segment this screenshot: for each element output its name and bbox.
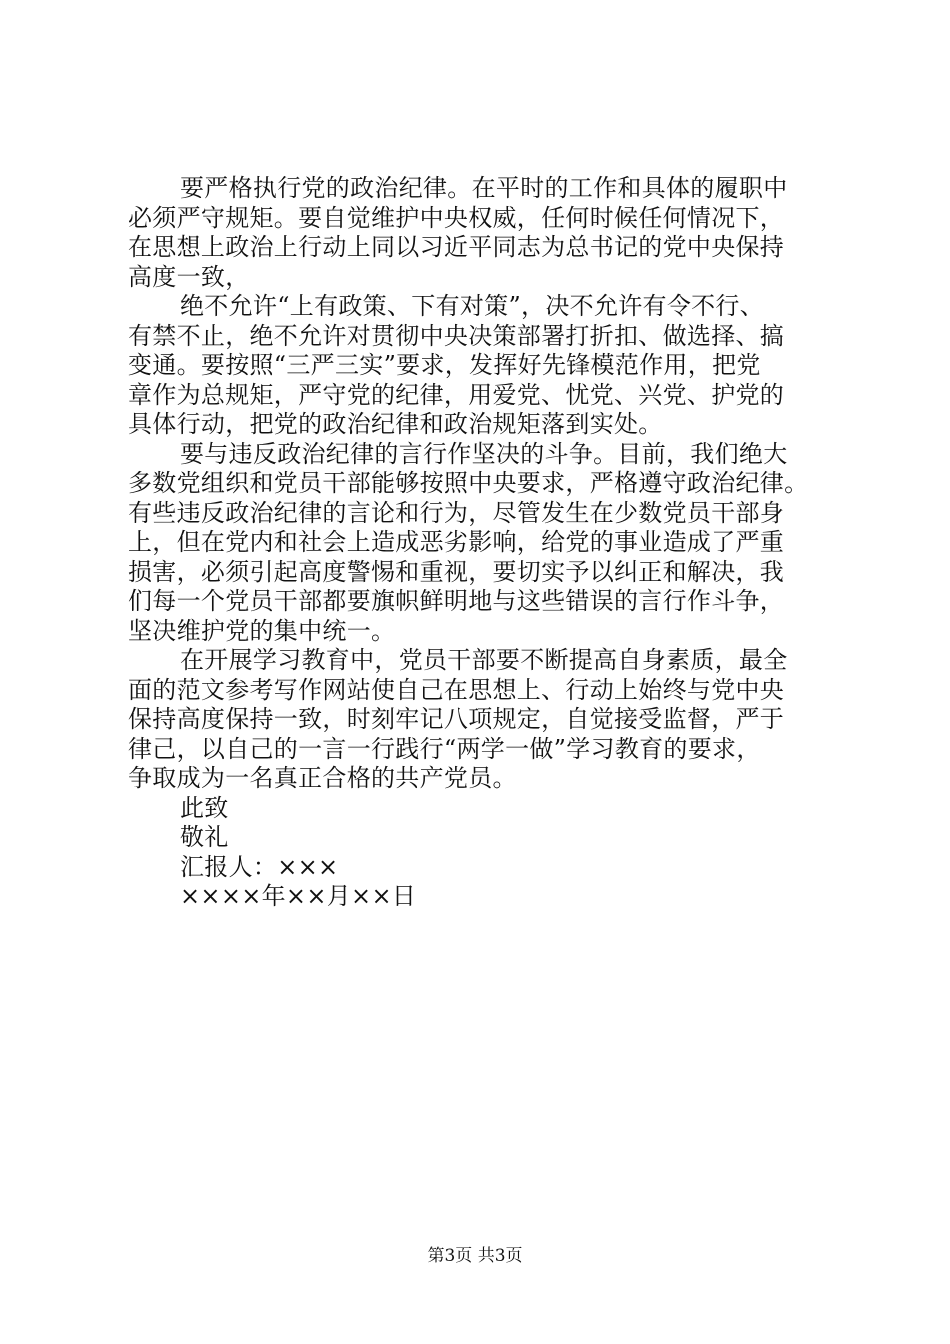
text-line: 在思想上政治上行动上同以习近平同志为总书记的党中央保持 xyxy=(128,233,785,261)
text-line: 高度一致， xyxy=(128,262,250,291)
text-line: 具体行动，把党的政治纪律和政治规矩落到实处。 xyxy=(128,410,663,438)
text-line: 坚决维护党的集中统一。 xyxy=(128,616,396,645)
text-line: 变通。要按照“三严三实”要求，发挥好先锋模范作用，把党 xyxy=(128,351,761,379)
document-body xyxy=(128,174,838,912)
text-line: 面的范文参考写作网站使自己在思想上、行动上始终与党中央 xyxy=(128,675,785,704)
text-line: 保持高度保持一致，时刻牢记八项规定，自觉接受监督，严于 xyxy=(128,705,785,733)
text-line: 损害，必须引起高度警惕和重视，要切实予以纠正和解决，我 xyxy=(128,557,785,586)
page-number: 第3页 共3页 xyxy=(427,1246,523,1266)
text-line: 在开展学习教育中，党员干部要不断提高自身素质，最全 xyxy=(180,646,788,674)
closing-regards: 敬礼 xyxy=(180,823,229,851)
text-line: 绝不允许“上有政策、下有对策”，决不允许有令不行、 xyxy=(180,292,765,320)
text-line: 要与违反政治纪律的言行作坚决的斗争。目前，我们绝大 xyxy=(180,439,788,468)
text-line: 上，但在党内和社会上造成恶劣影响，给党的事业造成了严重 xyxy=(128,528,785,556)
text-line: 多数党组织和党员干部能够按照中央要求，严格遵守政治纪律。 xyxy=(128,469,809,497)
text-line: 律己，以自己的一言一行践行“两学一做”学习教育的要求， xyxy=(128,734,761,763)
text-line: 争取成为一名真正合格的共产党员。 xyxy=(128,764,517,792)
reporter-line: 汇报人：××× xyxy=(180,852,339,881)
date-line: ××××年××月××日 xyxy=(180,882,417,910)
text-line: 有些违反政治纪律的言论和行为，尽管发生在少数党员干部身 xyxy=(128,498,785,527)
text-line: 要严格执行党的政治纪律。在平时的工作和具体的履职中 xyxy=(180,174,788,202)
text-line: 章作为总规矩，严守党的纪律，用爱党、忧党、兴党、护党的 xyxy=(128,380,785,409)
text-line: 必须严守规矩。要自觉维护中央权威，任何时候任何情况下， xyxy=(128,203,785,232)
text-line: 们每一个党员干部都要旗帜鲜明地与这些错误的言行作斗争， xyxy=(128,587,785,615)
text-line: 有禁不止，绝不允许对贯彻中央决策部署打折扣、做选择、搞 xyxy=(128,321,785,350)
closing-salutation: 此致 xyxy=(180,793,229,822)
